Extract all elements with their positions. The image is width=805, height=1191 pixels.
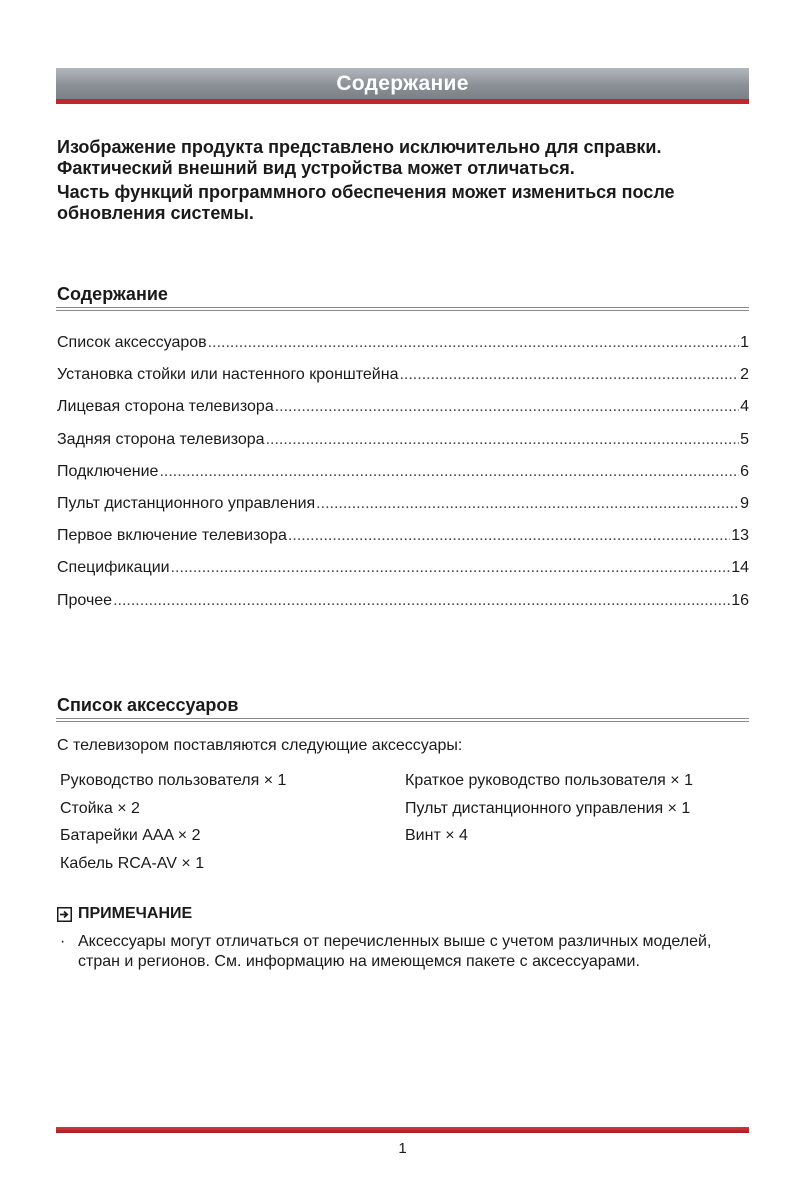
accessories-section-rule [56, 718, 749, 722]
note-body [60, 932, 740, 972]
toc-item[interactable] [57, 592, 749, 624]
toc-item-label: Прочее [57, 591, 113, 609]
toc-item-page: 4 [740, 398, 749, 416]
toc-item-label: Список аксессуаров [57, 334, 207, 351]
list-item: Батарейки AAA × 2 [60, 827, 201, 844]
disclaimer-paragraph-1: Изображение продукта представлено исключительно для справки. Фактический внешний вид устройства может отличаться. [57, 137, 662, 178]
list-item: Пульт дистанционного управления × 1 [405, 799, 691, 817]
page-number: 1 [398, 1140, 407, 1157]
toc-item-label: Задняя сторона телевизора [57, 430, 265, 448]
toc-item-page: 5 [740, 430, 749, 448]
toc-leader-dots [288, 527, 730, 545]
toc-leader-dots [171, 559, 731, 577]
toc-leader-dots [159, 463, 739, 481]
list-item: Винт × 4 [405, 827, 468, 844]
toc-item-label: Лицевая сторона телевизора [57, 398, 274, 416]
toc-item[interactable] [57, 431, 749, 463]
toc-item-page: 6 [740, 462, 749, 480]
toc-item[interactable] [57, 366, 749, 398]
toc-item-label: Пульт дистанционного управления [57, 494, 316, 512]
list-item: Руководство пользователя × 1 [60, 772, 287, 789]
note-arrow-icon [57, 907, 72, 922]
toc-item-page: 1 [740, 334, 749, 351]
note-text: Аксессуары могут отличаться от перечисленных выше с учетом различных моделей, стран и регионов. См. информацию на имеющемся пакете с аксессуарами. [78, 933, 712, 970]
toc-leader-dots [208, 334, 739, 352]
toc-item-label: Установка стойки или настенного кронштейна [57, 366, 399, 384]
toc-item[interactable] [57, 495, 749, 527]
toc-leader-dots [399, 366, 739, 384]
toc-leader-dots [316, 495, 739, 513]
toc-item[interactable] [57, 398, 749, 430]
bullet-icon: · [60, 933, 66, 950]
footer-rule [56, 1127, 749, 1133]
disclaimer-paragraph-2: Часть функций программного обеспечения может измениться после обновления системы. [57, 182, 675, 223]
toc-item[interactable] [57, 334, 749, 366]
list-item: Стойка × 2 [60, 799, 140, 817]
toc-item-page: 13 [731, 527, 749, 545]
toc-item-page: 14 [731, 559, 749, 577]
accessories-section-title: Список аксессуаров [57, 695, 239, 715]
toc-leader-dots [266, 431, 740, 449]
page-title: Содержание [336, 71, 469, 95]
toc-item-label: Подключение [57, 462, 159, 480]
toc-section-title: Содержание [57, 284, 168, 304]
toc-item-page: 9 [740, 494, 749, 512]
toc-item-label: Спецификации [57, 559, 170, 577]
toc-item-label: Первое включение телевизора [57, 527, 287, 545]
toc-leader-dots [113, 592, 730, 610]
note-heading [57, 905, 192, 923]
toc-item-page: 2 [740, 366, 749, 384]
accessories-intro: С телевизором поставляются следующие аксессуары: [57, 737, 463, 754]
toc-section-rule [56, 307, 749, 311]
list-item: Кабель RCA-AV × 1 [60, 854, 205, 872]
toc-item[interactable] [57, 559, 749, 591]
toc-item[interactable] [57, 527, 749, 559]
toc-item-page: 16 [731, 591, 749, 609]
note-title: ПРИМЕЧАНИЕ [78, 905, 193, 922]
accessories-list-right [405, 771, 693, 854]
list-item: Краткое руководство пользователя × 1 [405, 772, 693, 789]
table-of-contents [57, 334, 749, 624]
header-bar [56, 68, 749, 104]
toc-leader-dots [275, 398, 739, 416]
toc-item[interactable] [57, 463, 749, 495]
accessories-list-left [60, 771, 286, 881]
